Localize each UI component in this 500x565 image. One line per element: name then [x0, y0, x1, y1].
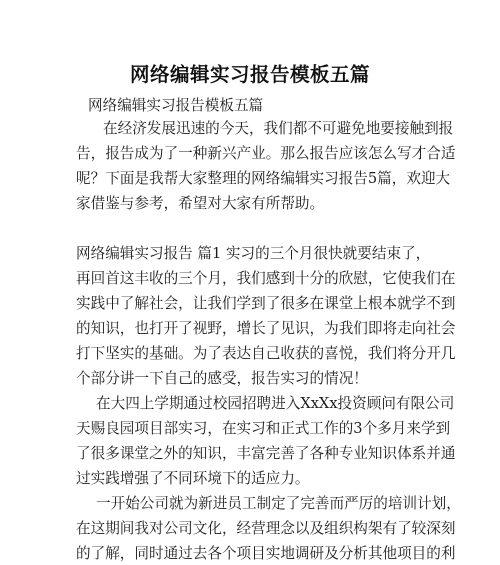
paragraph2-line: 了很多课堂之外的知识，丰富完善了各种专业知识体系并通	[76, 445, 456, 462]
intro-line: 在经济发展迅速的今天，我们都不可避免地要接触到报	[103, 120, 454, 137]
section1-line: 网络编辑实习报告 篇1 实习的三个月很快就要结束了，	[76, 245, 431, 262]
section1-line: 打下坚实的基础。为了表达自己收获的喜悦，我们将分开几	[76, 345, 456, 362]
document-title: 网络编辑实习报告模板五篇	[129, 63, 370, 86]
intro-line: 呢？下面是我帮大家整理的网络编辑实习报告5篇，欢迎大	[76, 170, 451, 187]
paragraph2-line: 过实践增强了不同环境下的适应力。	[76, 470, 310, 487]
intro-line: 告，报告成为了一种新兴产业。那么报告应该怎么写才合适	[76, 145, 456, 162]
section1-line: 再回首这丰收的三个月，我们感到十分的欣慰，它使我们在	[76, 270, 456, 287]
paragraph2-line: 在大四上学期通过校园招聘进入XxXx投资顾问有限公司	[96, 395, 455, 412]
document-subtitle: 网络编辑实习报告模板五篇	[88, 97, 264, 114]
paragraph2-line: 天赐良园项目部实习，在实习和正式工作的3个多月来学到	[76, 420, 451, 437]
section1-line: 的知识，也打开了视野，增长了见识，为我们即将走向社会	[76, 320, 456, 337]
paragraph3-line: 一开始公司就为新进员工制定了完善而严厉的培训计划，	[96, 495, 461, 512]
section1-line: 个部分讲一下自己的感受，报告实习的情况！	[76, 370, 368, 387]
intro-line: 家借鉴与参考，希望对大家有所帮助。	[76, 195, 325, 212]
section1-line: 实践中了解社会，让我们学到了很多在课堂上根本就学不到	[76, 295, 456, 312]
paragraph3-line: 在这期间我对公司文化，经营理念以及组织构架有了较深刻	[76, 520, 456, 537]
paragraph3-line: 的了解，同时通过去各个项目实地调研及分析其他项目的利	[76, 545, 456, 562]
